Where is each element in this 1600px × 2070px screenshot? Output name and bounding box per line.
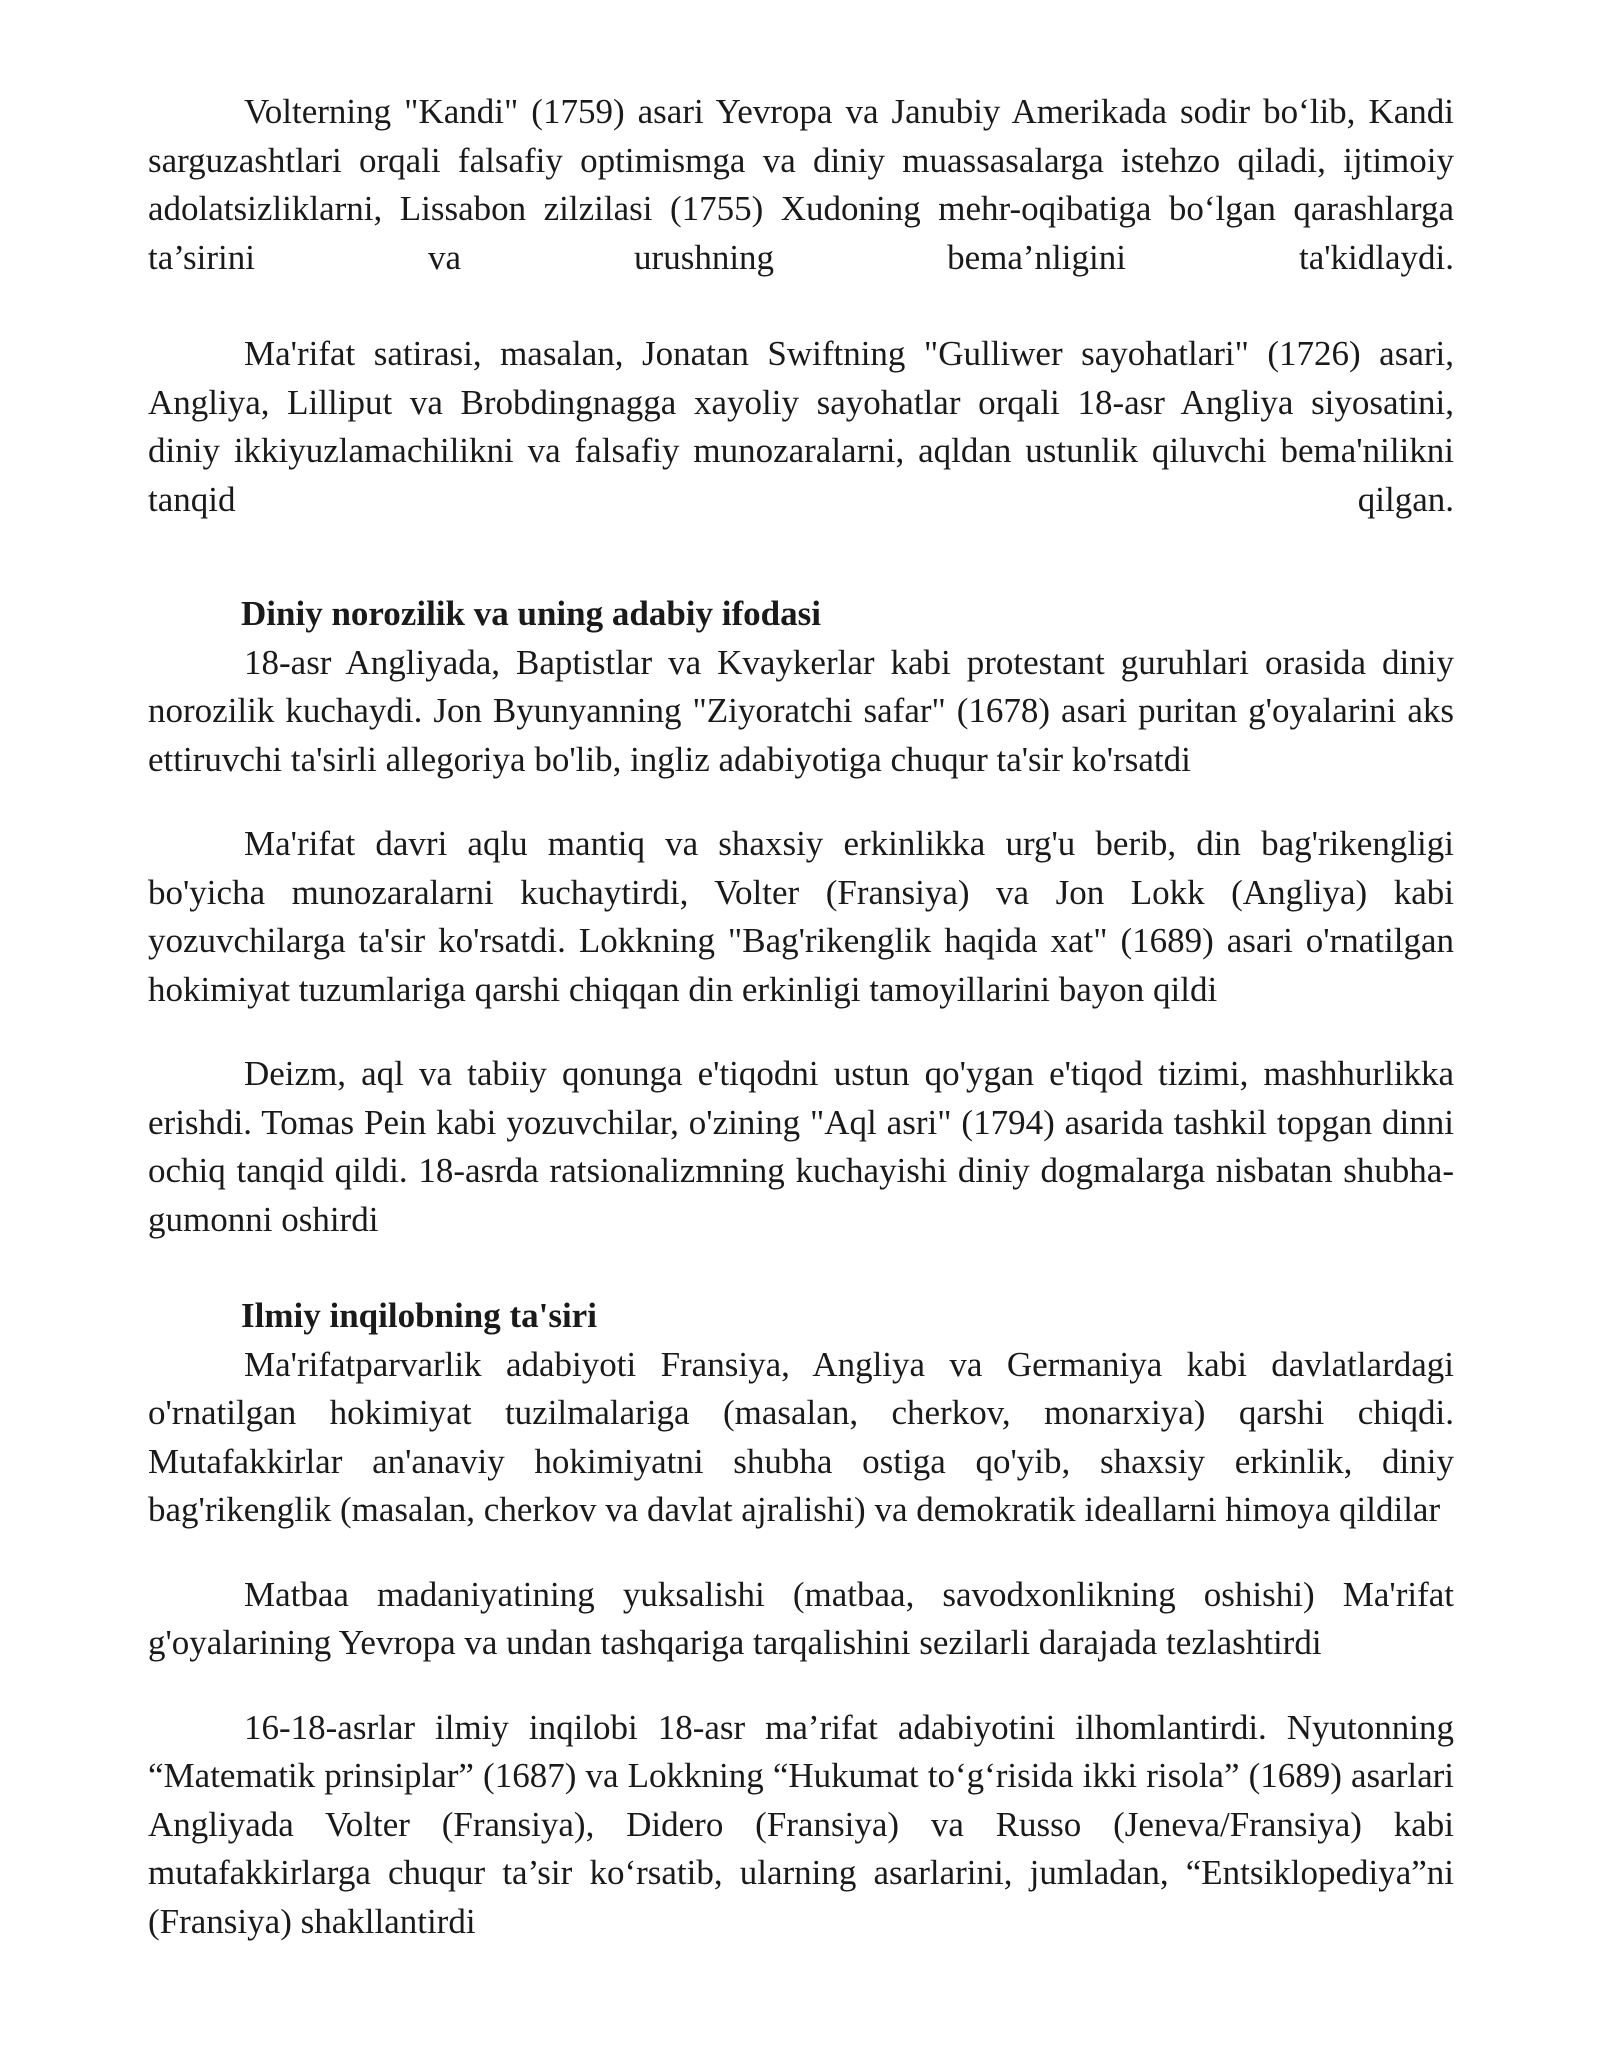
- section-heading-religious-dissent: Diniy norozilik va uning adabiy ifodasi: [241, 594, 821, 633]
- paragraph-print-culture: Matbaa madaniyatining yuksalishi (matbaa, savodxonlikning oshishi) Ma'rifat g'oyalarining Yevropa va undan tashqariga tarqalishini sezilarli darajada tezlashtirdi: [148, 1574, 1454, 1662]
- document-page: [148, 88, 1454, 1946]
- spacer: [148, 1535, 1454, 1571]
- spacer: [148, 1668, 1454, 1704]
- paragraph-dissent: 18-asr Angliyada, Baptistlar va Kvaykerlar kabi protestant guruhlari orasida diniy norozilik kuchaydi. Jon Byunyanning "Ziyoratchi safar" (1678) asari puritan g'oyalarini aks ettiruvchi ta'sirli allegoriya bo'lib, ingliz adabiyotiga chuqur ta'sir ko'rsatdi: [148, 642, 1454, 779]
- paragraph-gulliver: Ma'rifat satirasi, masalan, Jonatan Swiftning "Gulliwer sayohatlari" (1726) asari, Angliya, Lilliput va Brobdingnagga xayoliy sayohatlar orqali 18-asr Angliya siyosatini, diniy ikkiyuzlamachilikni va falsafiy munozaralarni, aqldan ustunlik qiluvchi bema'nilikni tanqid qilgan.: [148, 334, 1454, 519]
- spacer: [148, 784, 1454, 820]
- spacer: [148, 1014, 1454, 1050]
- spacer: [148, 282, 1454, 330]
- paragraph-enlightenment-tolerance: Ma'rifat davri aqlu mantiq va shaxsiy erkinlikka urg'u berib, din bag'rikengligi bo'yicha munozaralarni kuchaytirdi, Volter (Fransiya) va Jon Lokk (Angliya) kabi yozuvchilarga ta'sir ko'rsatdi. Lokkning "Bag'rikenglik haqida xat" (1689) asari o'rnatilgan hokimiyat tuzumlariga qarshi chiqqan din erkinligi tamoyillarini bayon qildi: [148, 824, 1454, 1009]
- section-heading-scientific-revolution: Ilmiy inqilobning ta'siri: [241, 1296, 597, 1335]
- paragraph-deism: Deizm, aql va tabiiy qonunga e'tiqodni ustun qo'ygan e'tiqod tizimi, mashhurlikka erishdi. Tomas Pein kabi yozuvchilar, o'zining "Aql asri" (1794) asarida tashkil topgan dinni ochiq tanqid qildi. 18-asrda ratsionalizmning kuchayishi diniy dogmalarga nisbatan shubha-gumonni oshirdi: [148, 1054, 1454, 1239]
- spacer: [148, 524, 1454, 590]
- paragraph-kandi: Volterning "Kandi" (1759) asari Yevropa va Janubiy Amerikada sodir bo‘lib, Kandi sarguzashtlari orqali falsafiy optimismga va diniy muassasalarga istehzo qiladi, ijtimoiy adolatsizliklarni, Lissabon zilzilasi (1755) Xudoning mehr-oqibatiga bo‘lgan qarashlarga ta’sirini va urushning bema’nligini ta'kidlaydi.: [148, 92, 1454, 277]
- paragraph-authority: Ma'rifatparvarlik adabiyoti Fransiya, Angliya va Germaniya kabi davlatlardagi o'rnatilgan hokimiyat tuzilmalariga (masalan, cherkov, monarxiya) qarshi chiqdi. Mutafakkirlar an'anaviy hokimiyatni shubha ostiga qo'yib, shaxsiy erkinlik, diniy bag'rikenglik (masalan, cherkov va davlat ajralishi) va demokratik ideallarni himoya qildilar: [148, 1344, 1454, 1529]
- spacer: [148, 1244, 1454, 1292]
- paragraph-scientific-revolution: 16-18-asrlar ilmiy inqilobi 18-asr ma’rifat adabiyotini ilhomlantirdi. Nyutonning “Matematik prinsiplar” (1687) va Lokkning “Hukumat to‘g‘risida ikki risola” (1689) asarlari Angliyada Volter (Fransiya), Didero (Fransiya) va Russo (Jeneva/Fransiya) kabi mutafakkirlarga chuqur ta’sir ko‘rsatib, ularning asarlarini, jumladan, “Entsiklopediya”ni (Fransiya) shakllantirdi: [148, 1707, 1454, 1941]
